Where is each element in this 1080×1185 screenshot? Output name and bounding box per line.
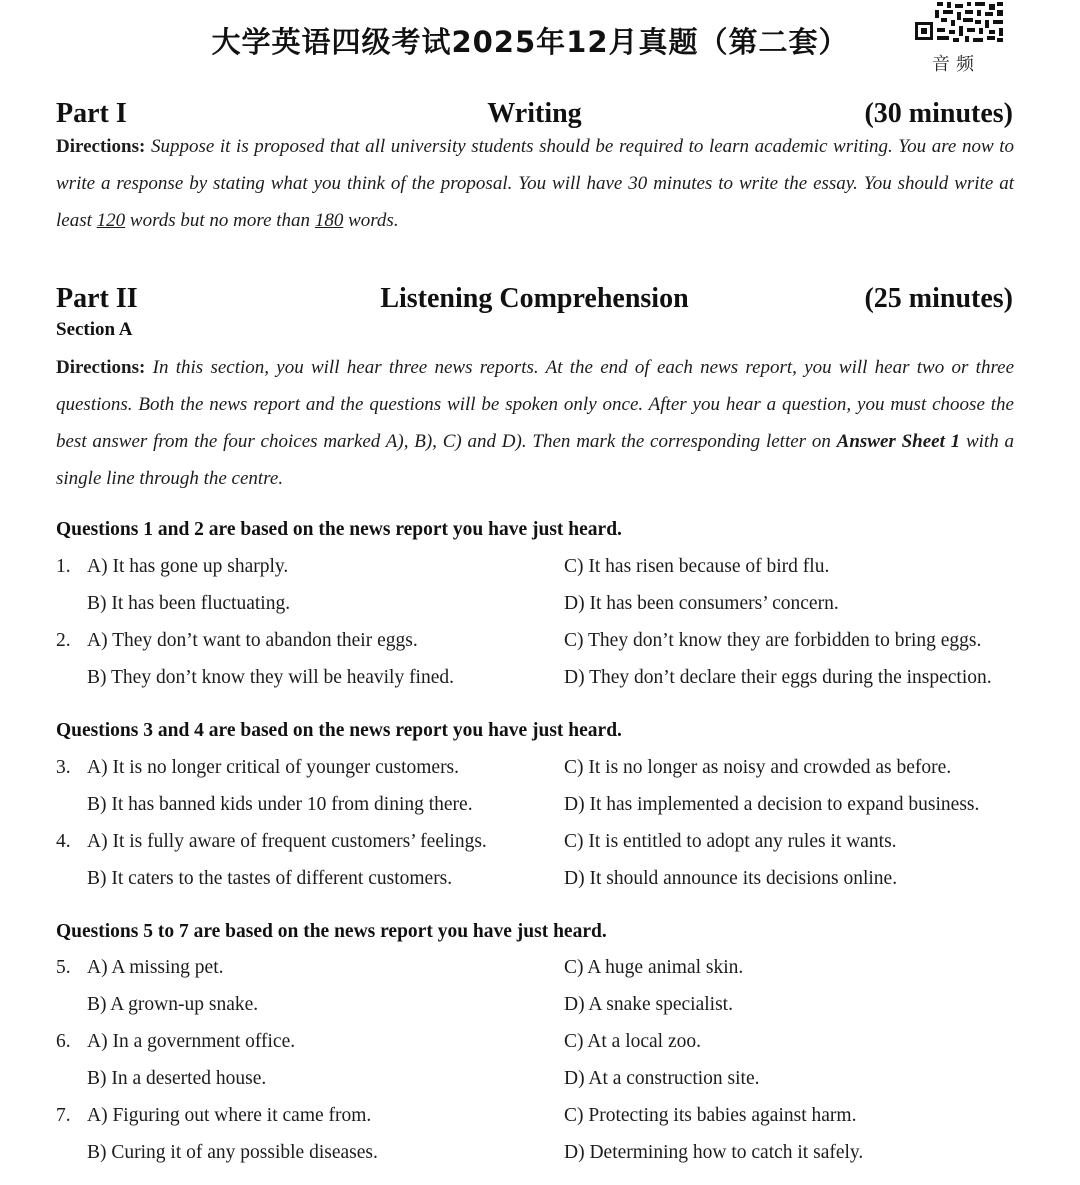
question-number: 6. bbox=[56, 1031, 71, 1052]
option-a[interactable]: A) Figuring out where it came from. bbox=[87, 1105, 372, 1126]
option-a[interactable]: A) It is no longer critical of younger customers. bbox=[87, 757, 460, 778]
part-label: Part I bbox=[56, 98, 127, 129]
exam-title: 大学英语四级考试2025年12月真题（第二套） bbox=[211, 25, 849, 59]
answer-sheet-label: Answer Sheet 1 bbox=[836, 431, 961, 452]
option-d[interactable]: D) At a construction site. bbox=[564, 1068, 760, 1089]
question-6-row-2 bbox=[56, 1068, 1036, 1098]
question-6-row-1 bbox=[56, 1031, 1036, 1061]
option-c[interactable]: C) A huge animal skin. bbox=[564, 957, 744, 978]
option-c[interactable]: C) It is entitled to adopt any rules it wants. bbox=[564, 831, 897, 852]
question-number: 2. bbox=[56, 630, 71, 651]
question-1-row-1 bbox=[56, 556, 1036, 586]
part-time: (25 minutes) bbox=[864, 283, 1013, 314]
option-b[interactable]: B) It has banned kids under 10 from dining there. bbox=[87, 794, 473, 815]
option-c[interactable]: C) Protecting its babies against harm. bbox=[564, 1105, 857, 1126]
option-b[interactable]: B) In a deserted house. bbox=[87, 1068, 267, 1089]
directions-text: words. bbox=[343, 210, 399, 231]
option-a[interactable]: A) It has gone up sharply. bbox=[87, 556, 289, 577]
question-5-row-2 bbox=[56, 994, 1036, 1024]
option-b[interactable]: B) It has been fluctuating. bbox=[87, 593, 291, 614]
part1-header bbox=[56, 98, 1013, 132]
section-label: Section A bbox=[56, 319, 133, 340]
option-d[interactable]: D) It has implemented a decision to expand business. bbox=[564, 794, 980, 815]
part1-directions bbox=[56, 128, 1014, 239]
option-d[interactable]: D) They don’t declare their eggs during the inspection. bbox=[564, 667, 992, 688]
directions-text: words but no more than bbox=[125, 210, 315, 231]
question-number: 7. bbox=[56, 1105, 71, 1126]
option-d[interactable]: D) Determining how to catch it safely. bbox=[564, 1142, 864, 1163]
option-a[interactable]: A) A missing pet. bbox=[87, 957, 224, 978]
question-3-row-1 bbox=[56, 757, 1036, 787]
option-b[interactable]: B) It caters to the tastes of different customers. bbox=[87, 868, 453, 889]
part2-directions bbox=[56, 349, 1014, 497]
option-a[interactable]: A) In a government office. bbox=[87, 1031, 296, 1052]
part-title: Writing bbox=[487, 98, 582, 129]
question-number: 4. bbox=[56, 831, 71, 852]
question-number: 3. bbox=[56, 757, 71, 778]
question-group-heading: Questions 5 to 7 are based on the news report you have just heard. bbox=[56, 921, 607, 942]
option-c[interactable]: C) At a local zoo. bbox=[564, 1031, 702, 1052]
max-words: 180 bbox=[314, 210, 344, 231]
option-b[interactable]: B) Curing it of any possible diseases. bbox=[87, 1142, 378, 1163]
min-words: 120 bbox=[96, 210, 126, 231]
option-c[interactable]: C) It has risen because of bird flu. bbox=[564, 556, 830, 577]
option-a[interactable]: A) They don’t want to abandon their eggs. bbox=[87, 630, 418, 651]
question-2-row-2 bbox=[56, 667, 1036, 697]
part-label: Part II bbox=[56, 283, 138, 314]
option-d[interactable]: D) It has been consumers’ concern. bbox=[564, 593, 839, 614]
question-number: 5. bbox=[56, 957, 71, 978]
directions-text: In this section, you will hear three news reports. At the end of each news report, you will hear two or three questions. Both the news report and the questions will be spoken only once. After you hear a question, you must choose the best answer from the four choices marked A), B), C) and D). Then mark the corresponding letter on bbox=[56, 357, 1014, 452]
option-b[interactable]: B) They don’t know they will be heavily fined. bbox=[87, 667, 455, 688]
option-b[interactable]: B) A grown-up snake. bbox=[87, 994, 259, 1015]
part-time: (30 minutes) bbox=[864, 98, 1013, 129]
directions-label: Directions: bbox=[56, 357, 146, 378]
option-c[interactable]: C) They don’t know they are forbidden to bring eggs. bbox=[564, 630, 982, 651]
directions-label: Directions: bbox=[56, 136, 146, 157]
question-group-heading: Questions 3 and 4 are based on the news report you have just heard. bbox=[56, 720, 622, 741]
question-5-row-1 bbox=[56, 957, 1036, 987]
option-c[interactable]: C) It is no longer as noisy and crowded as before. bbox=[564, 757, 952, 778]
question-7-row-1 bbox=[56, 1105, 1036, 1135]
directions-text: with a single line through the centre. bbox=[56, 431, 1015, 489]
part2-header bbox=[56, 283, 1013, 317]
directions-text: Suppose it is proposed that all university students should be required to learn academic writing. You are now to write a response by stating what you think of the proposal. You will have 30 minutes to write the essay. You should write at least bbox=[56, 136, 1014, 231]
question-1-row-2 bbox=[56, 593, 1036, 623]
question-4-row-2 bbox=[56, 868, 1036, 898]
audio-label[interactable]: 音频 bbox=[932, 54, 980, 75]
question-2-row-1 bbox=[56, 630, 1036, 660]
question-3-row-2 bbox=[56, 794, 1036, 824]
question-7-row-2 bbox=[56, 1142, 1036, 1172]
part-title: Listening Comprehension bbox=[380, 283, 689, 314]
question-4-row-1 bbox=[56, 831, 1036, 861]
option-d[interactable]: D) A snake specialist. bbox=[564, 994, 733, 1015]
option-a[interactable]: A) It is fully aware of frequent customers’ feelings. bbox=[87, 831, 487, 852]
qr-code-icon[interactable] bbox=[913, 0, 1005, 44]
option-d[interactable]: D) It should announce its decisions online. bbox=[564, 868, 898, 889]
question-number: 1. bbox=[56, 556, 71, 577]
question-group-heading: Questions 1 and 2 are based on the news report you have just heard. bbox=[56, 519, 622, 540]
